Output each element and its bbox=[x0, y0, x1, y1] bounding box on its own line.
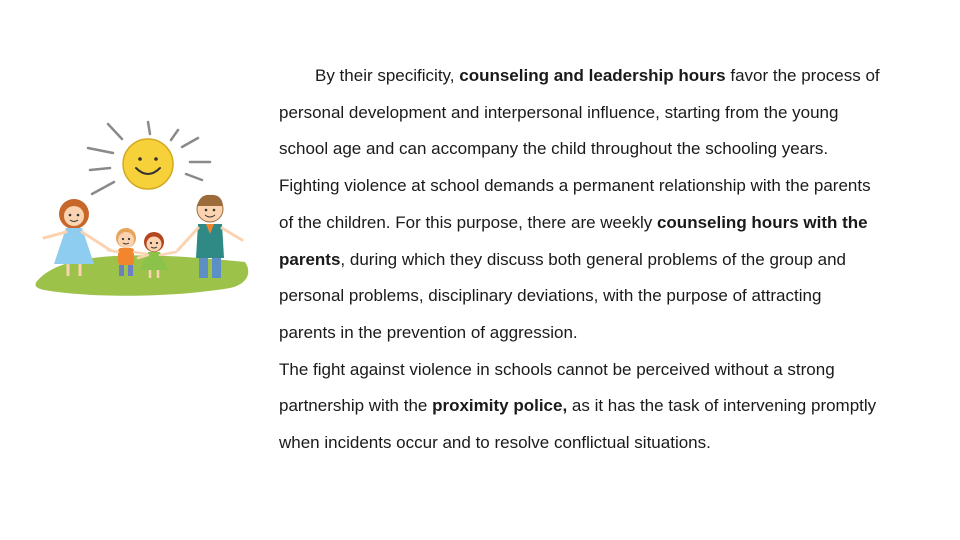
text-line: personal development and interpersonal influence, starting from the young bbox=[279, 102, 839, 122]
family-sun-illustration bbox=[30, 112, 260, 297]
text-line: school age and can accompany the child throughout the schooling years. bbox=[279, 139, 829, 159]
text-line: parents, during which they discuss both general problems of the group and bbox=[279, 249, 847, 269]
text-line: The fight against violence in schools cannot be perceived without a strong bbox=[279, 359, 835, 379]
text-line: By their specificity, counseling and leadership hours favor the process of bbox=[315, 66, 880, 85]
text-line: of the children. For this purpose, there are weekly counseling hours with the bbox=[279, 212, 868, 232]
sun bbox=[123, 139, 173, 189]
text-line: personal problems, disciplinary deviations, with the purpose of attracting bbox=[279, 286, 822, 306]
text-line: when incidents occur and to resolve conflictual situations. bbox=[279, 433, 711, 453]
bold-phrase: counseling hours with the bbox=[656, 212, 868, 232]
body-text bbox=[279, 58, 939, 462]
bold-phrase: counseling and leadership hours bbox=[459, 66, 726, 85]
bold-phrase: proximity police, bbox=[432, 396, 568, 416]
text-line: Fighting violence at school demands a permanent relationship with the parents bbox=[279, 176, 871, 196]
text-line: parents in the prevention of aggression. bbox=[279, 322, 578, 342]
text-line: partnership with the proximity police, as it has the task of intervening promptly bbox=[279, 396, 877, 416]
bold-phrase: parents bbox=[279, 249, 341, 269]
